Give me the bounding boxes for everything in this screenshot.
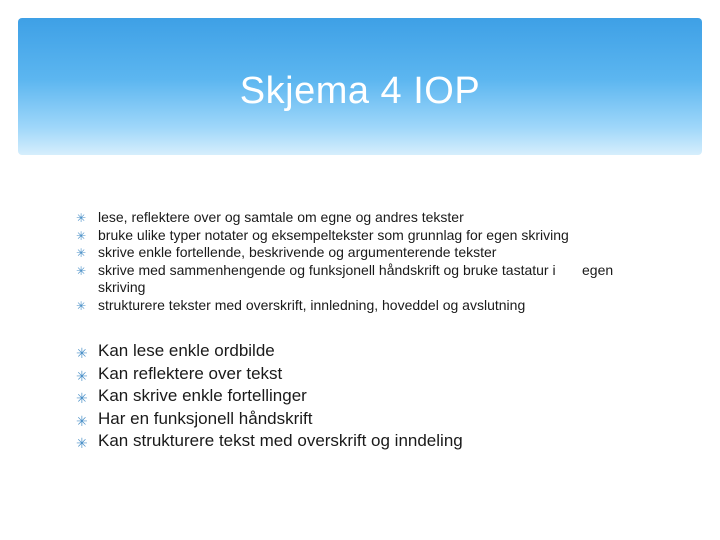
star-bullet-icon: ✳ (76, 435, 88, 451)
list-item: ✳ Kan lese enkle ordbilde (76, 340, 636, 363)
list-item: ✳ lese, reflektere over og samtale om egne og andres tekster (76, 209, 636, 227)
star-bullet-icon: ✳ (76, 228, 87, 243)
star-bullet-icon: ✳ (76, 367, 88, 384)
star-bullet-icon: ✳ (76, 345, 88, 361)
star-bullet-icon: ✳ (76, 211, 87, 225)
list-item: ✳ skrive enkle fortellende, beskrivende og argumenterende tekster (76, 244, 636, 262)
list-item: ✳ Kan skrive enkle fortellinger (76, 385, 636, 408)
star-bullet-icon: ✳ (76, 246, 87, 260)
star-bullet-icon: ✳ (76, 298, 87, 313)
list-item: ✳ strukturere tekster med overskrift, innledning, hoveddel og avslutning (76, 297, 636, 315)
list-item: ✳ Har en funksjonell håndskrift (76, 408, 636, 431)
title-band (18, 18, 702, 155)
list-item: ✳ Kan strukturere tekst med overskrift og inndeling (76, 430, 636, 453)
star-bullet-icon: ✳ (76, 263, 87, 278)
star-bullet-icon: ✳ (76, 412, 88, 429)
list-item-continuation: skriving (98, 279, 146, 295)
list-item: ✳ skrive med sammenhengende og funksjonell håndskrift og bruke tastatur i egen (76, 262, 636, 280)
star-bullet-icon: ✳ (76, 390, 88, 406)
slide-title: Skjema 4 IOP (239, 70, 481, 112)
abilities-list (76, 340, 636, 453)
trailing-word: egen (582, 261, 614, 278)
list-item: ✳ bruke ulike typer notater og eksempeltekster som grunnlag for egen skriving (76, 227, 636, 245)
goals-list (76, 209, 636, 314)
list-item: ✳ Kan reflektere over tekst (76, 363, 636, 386)
